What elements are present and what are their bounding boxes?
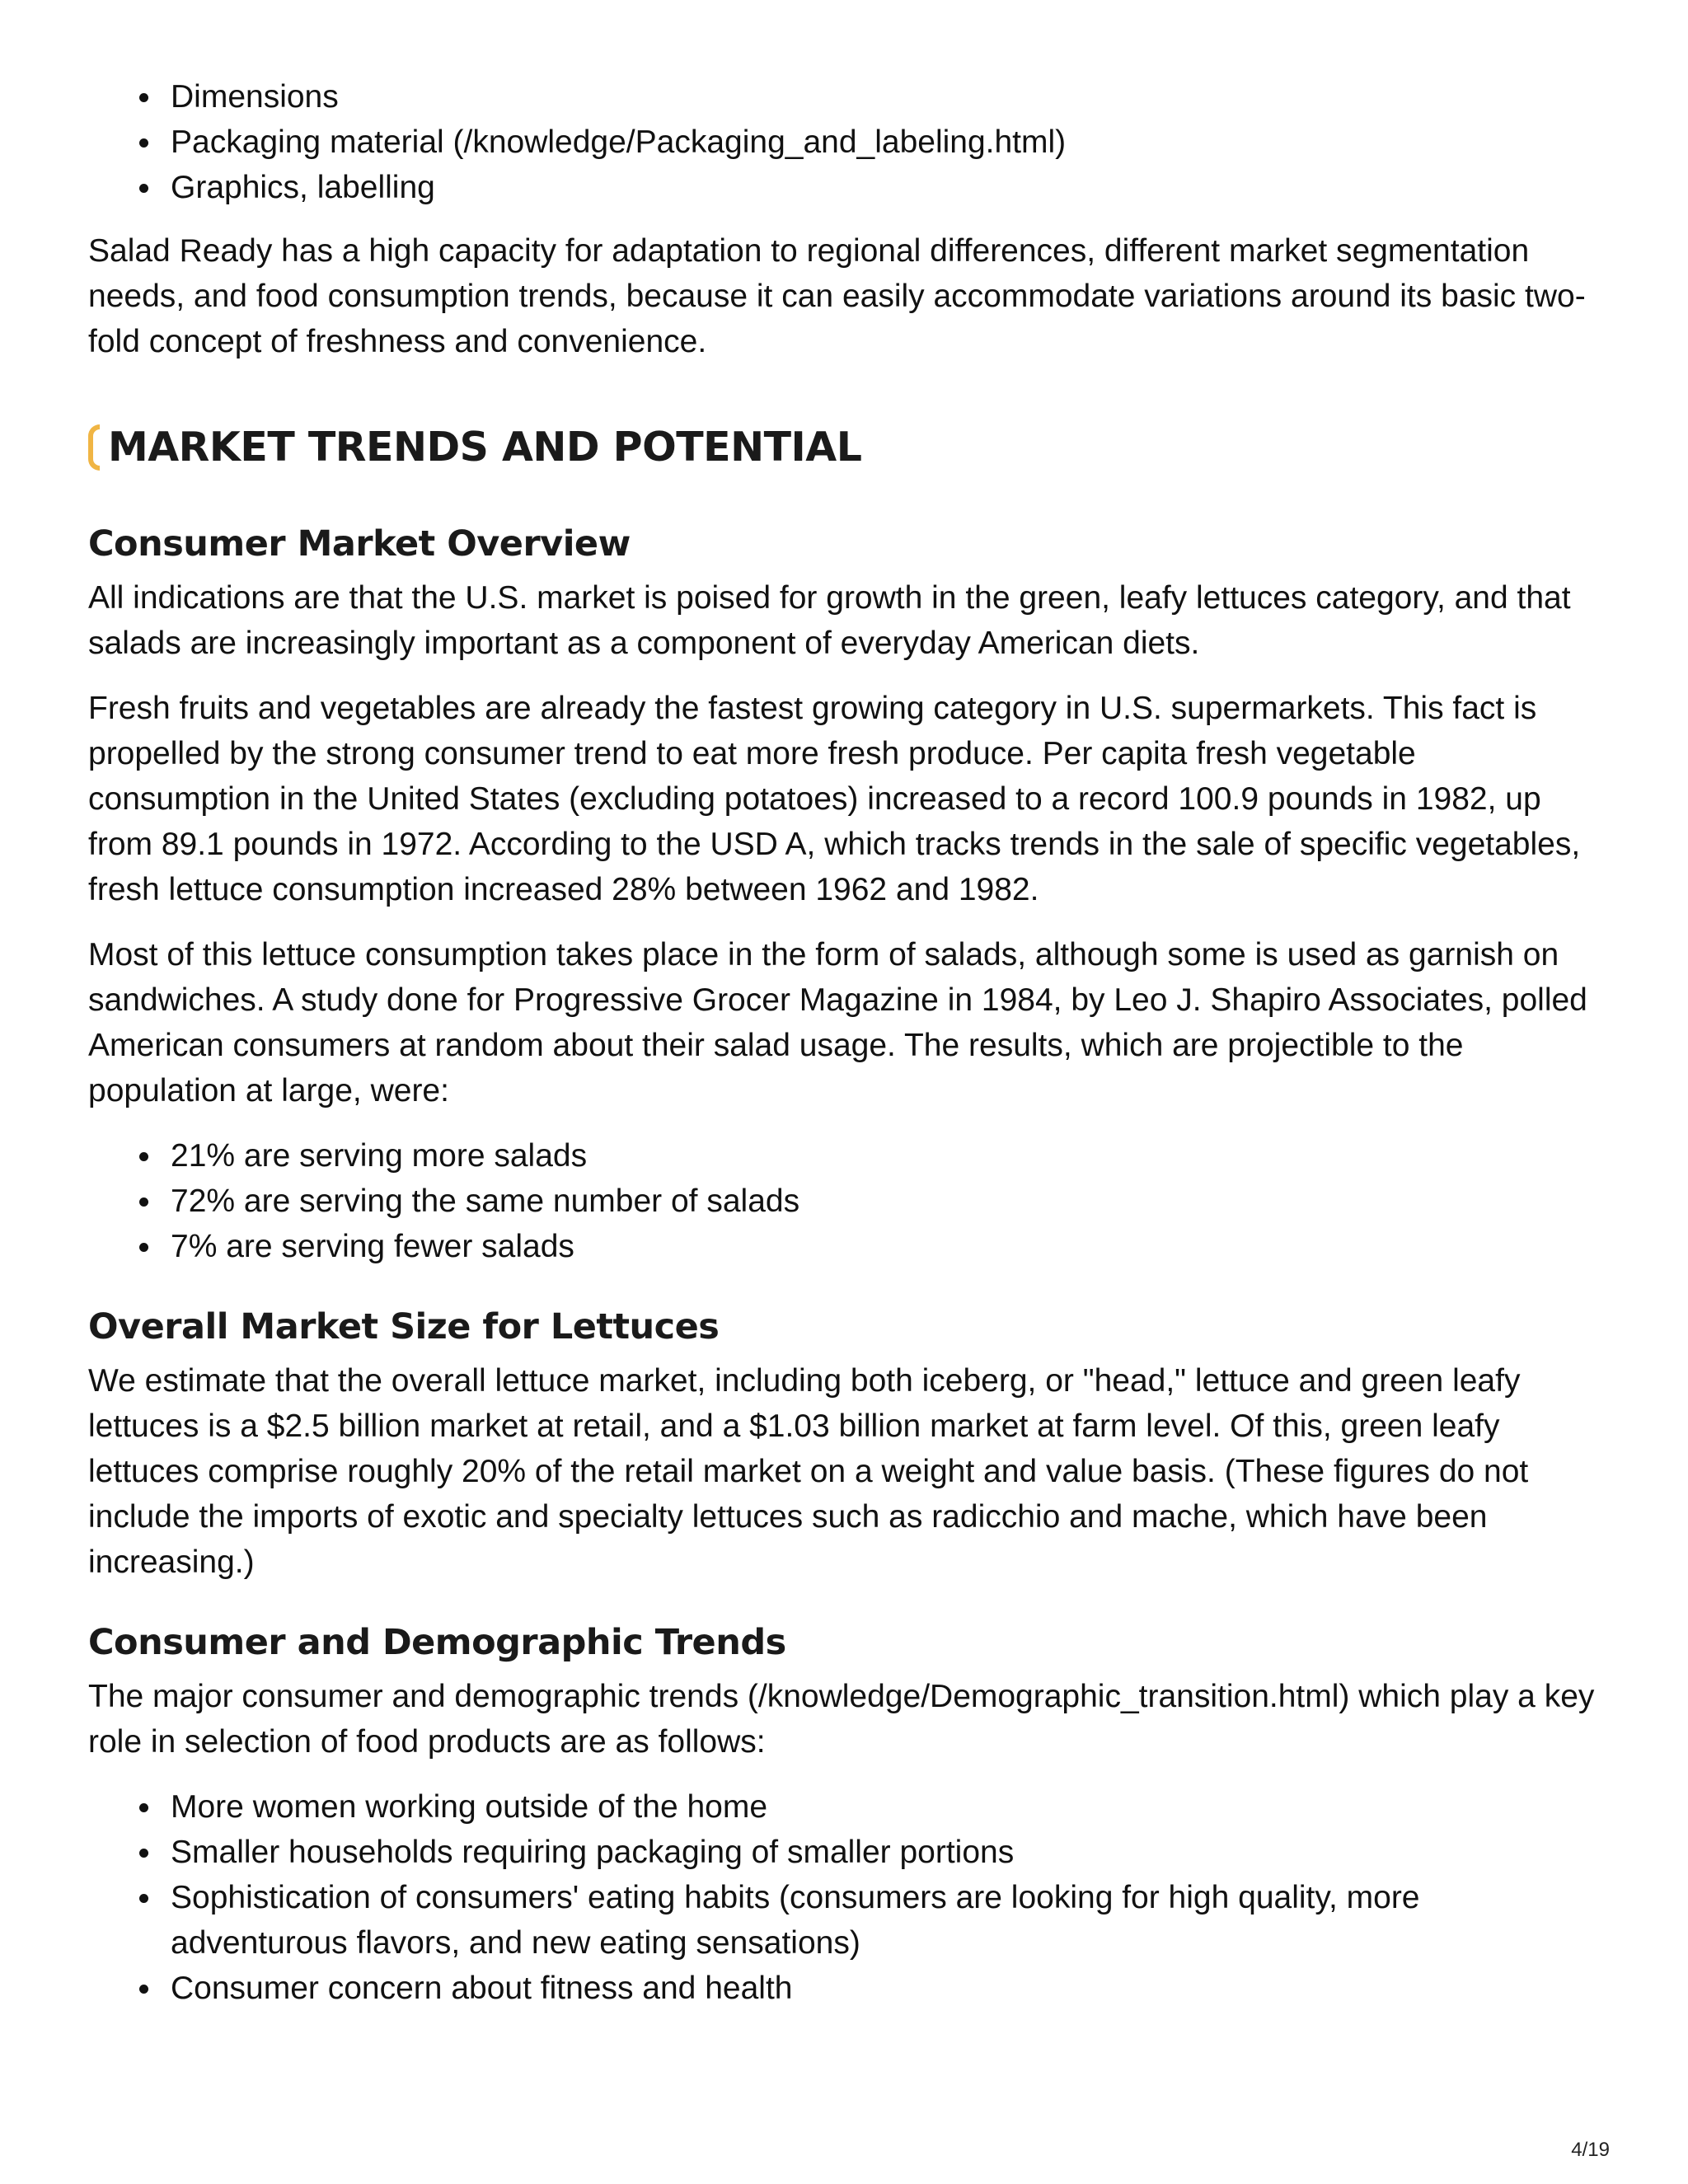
list-item: Sophistication of consumers' eating habits (consumers are looking for high quality, more adventurous flavors, and new eating sensations) (171, 1875, 1605, 1966)
trends-list (88, 1784, 1605, 2011)
list-item: Smaller households requiring packaging of smaller portions (171, 1830, 1605, 1875)
bracket-icon (88, 424, 100, 471)
section-title (88, 420, 1605, 475)
section-title-text: MARKET TRENDS AND POTENTIAL (108, 424, 862, 471)
page-number: 4/19 (1571, 2139, 1610, 2161)
intro-paragraph: Salad Ready has a high capacity for adaptation to regional differences, different market segmentation needs, and food consumption trends, because it can easily accommodate variations around its basic two-fold concept of freshness and convenience. (88, 233, 1586, 359)
paragraph: Fresh fruits and vegetables are already the fastest growing category in U.S. supermarkets. This fact is propelled by the strong consumer trend to eat more fresh produce. Per capita fresh vegetable consumption in the United States (excluding potatoes) increased to a record 100.9 pounds in 1982, up from 89.1 pounds in 1972. According to the USD A, which tracks trends in the sale of specific vegetables, fresh lettuce consumption increased 28% between 1962 and 1982. (88, 691, 1581, 907)
document-page (88, 74, 1605, 2011)
list-item: Dimensions (171, 74, 1605, 120)
heading-consumer-market: Consumer Market Overview (88, 523, 631, 565)
list-item: More women working outside of the home (171, 1784, 1605, 1830)
survey-results-list (88, 1133, 1605, 1269)
heading-demographic-trends: Consumer and Demographic Trends (88, 1622, 786, 1663)
paragraph: We estimate that the overall lettuce market, including both iceberg, or "head," lettuce and green leafy lettuces is a $2.5 billion market at retail, and a $1.03 billion market at farm level. Of this, green leafy lettuces comprise roughly 20% of the retail market on a weight and value basis. (These figures do not include the imports of exotic and specialty lettuces such as radicchio and mache, which have been increasing.) (88, 1363, 1529, 1580)
heading-market-size: Overall Market Size for Lettuces (88, 1306, 720, 1347)
paragraph: Most of this lettuce consumption takes place in the form of salads, although some is used as garnish on sandwiches. A study done for Progressive Grocer Magazine in 1984, by Leo J. Shapiro Associates, polled American consumers at random about their salad usage. The results, which are projectible to the population at large, were: (88, 937, 1587, 1108)
paragraph: The major consumer and demographic trends (/knowledge/Demographic_transition.html) which play a key role in selection of food products are as follows: (88, 1679, 1595, 1760)
paragraph: All indications are that the U.S. market is poised for growth in the green, leafy lettuces category, and that salads are increasingly important as a component of everyday American diets. (88, 580, 1571, 661)
list-item: 21% are serving more salads (171, 1133, 1605, 1179)
list-item: Packaging material (/knowledge/Packaging_and_labeling.html) (171, 120, 1605, 165)
list-item: 7% are serving fewer salads (171, 1224, 1605, 1269)
list-item: Graphics, labelling (171, 165, 1605, 210)
top-bullet-list (88, 74, 1605, 210)
list-item: Consumer concern about fitness and health (171, 1966, 1605, 2011)
list-item: 72% are serving the same number of salads (171, 1179, 1605, 1224)
